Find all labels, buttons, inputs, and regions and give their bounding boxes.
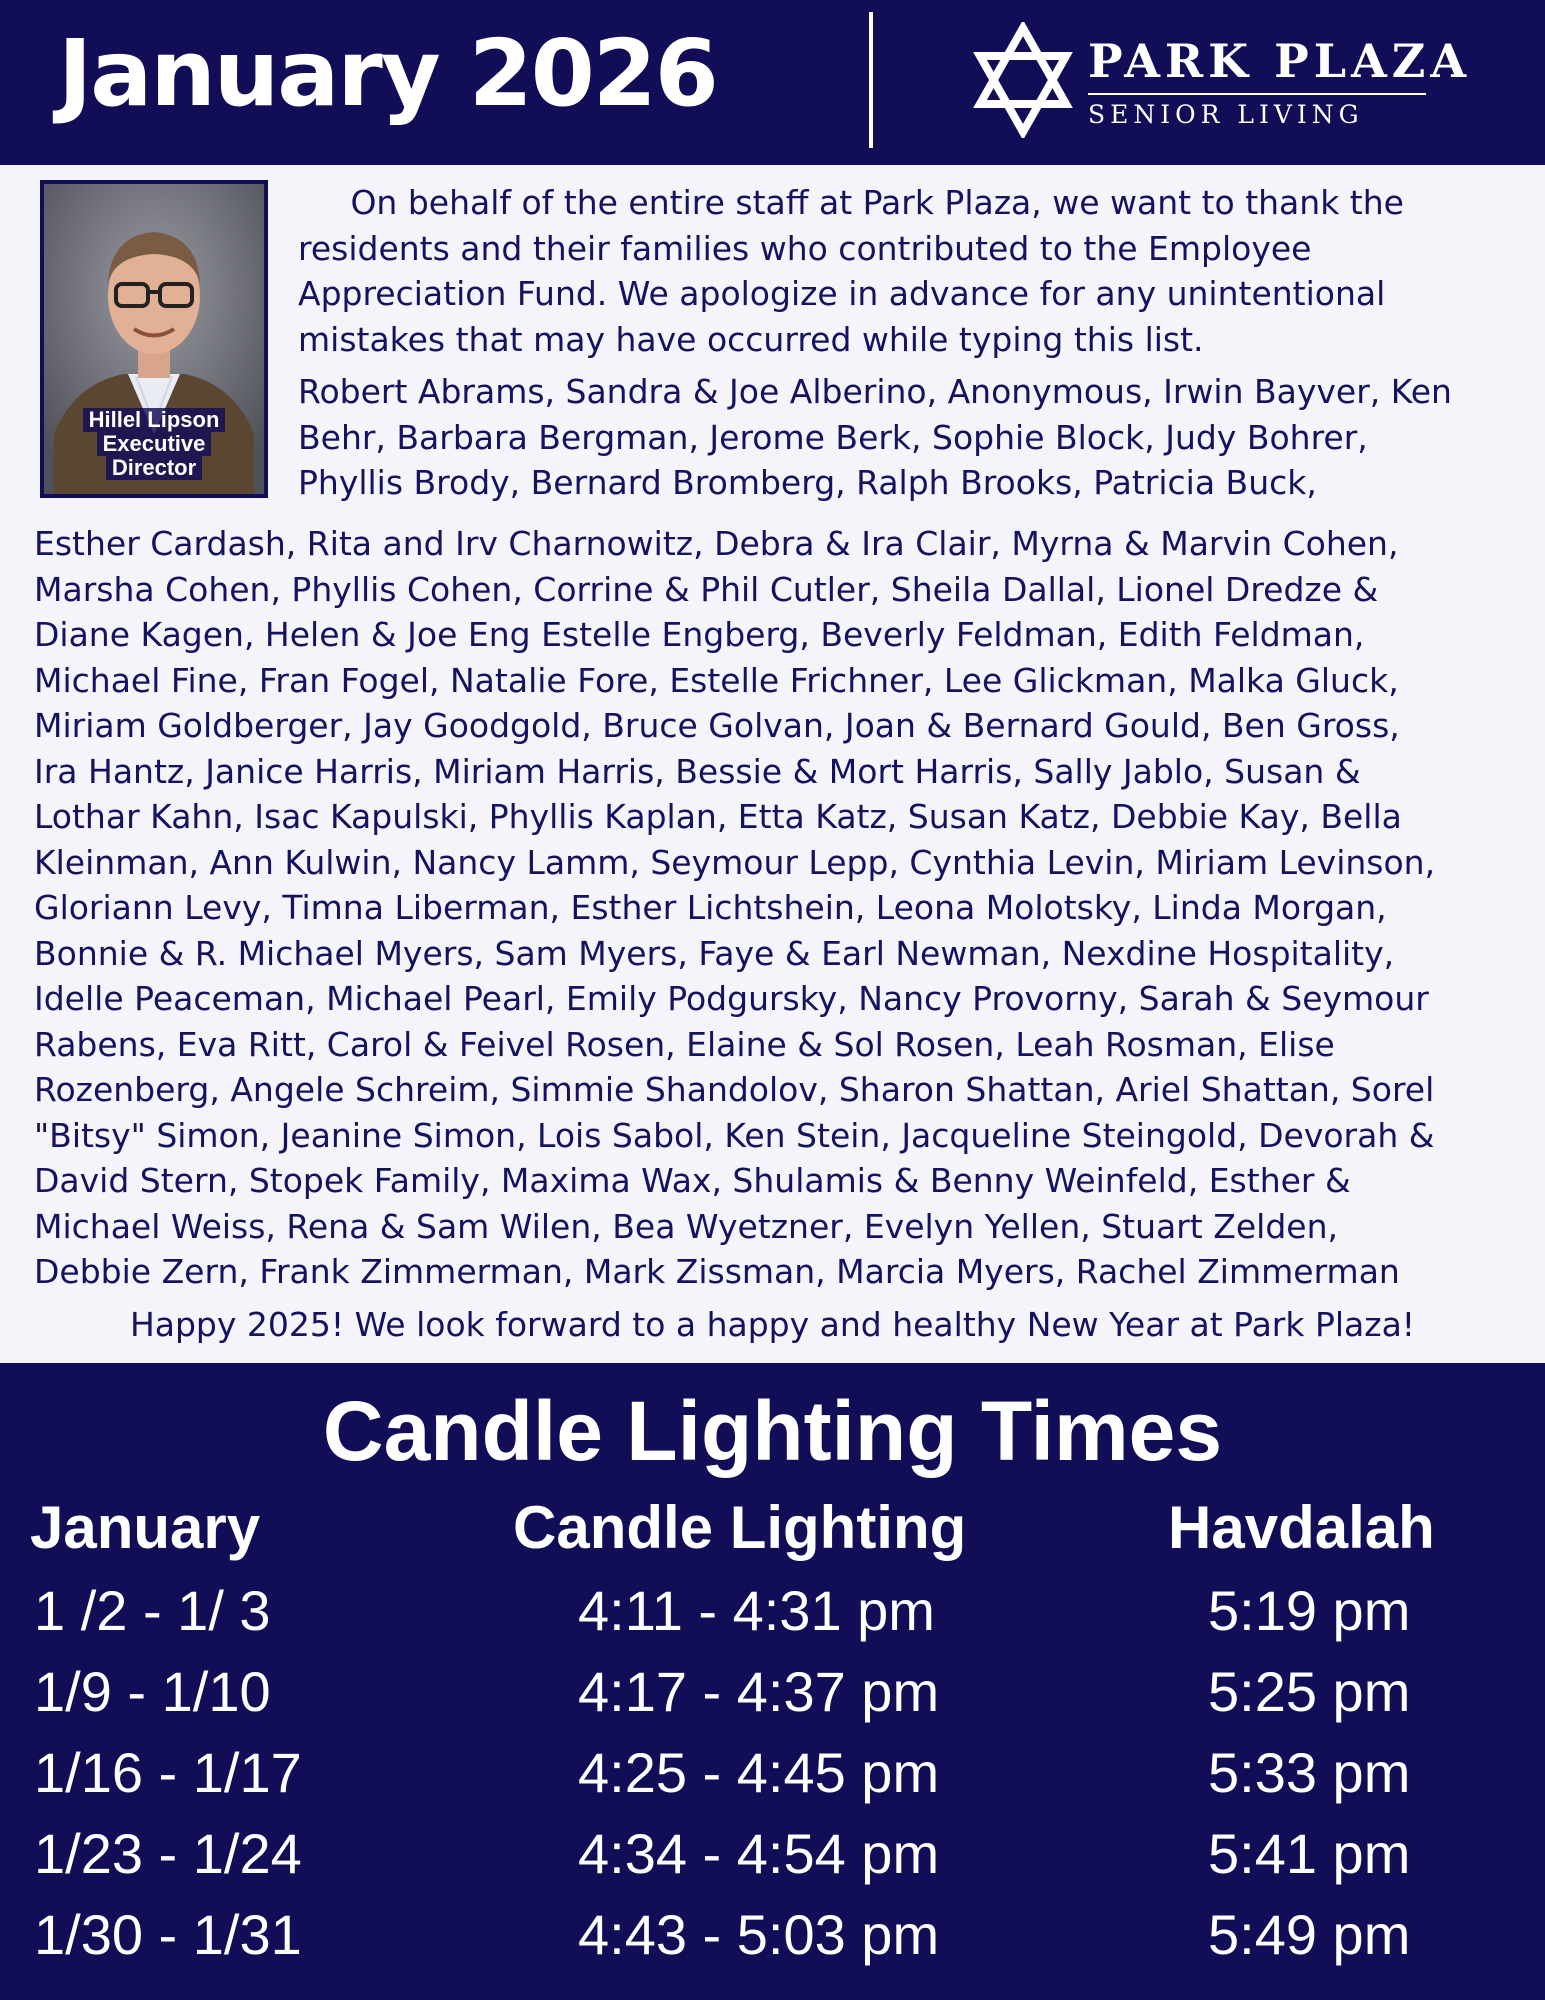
row-1-candle-time: 4:11 - 4:31 pm [578,1579,935,1642]
row-4-havdalah: 5:41 pm [1208,1822,1411,1885]
row-1-havdalah: 5:19 pm [1208,1579,1411,1642]
candle-lighting-title: Candle Lighting Times [322,1384,1223,1478]
row-5-havdalah: 5:49 pm [1208,1903,1411,1966]
row-3-dates: 1/16 - 1/17 [34,1741,302,1804]
logo-subtitle: SENIOR LIVING [1088,100,1364,129]
header-banner [0,0,1545,165]
logo-name: PARK PLAZA [1088,34,1472,88]
row-3-candle-time: 4:25 - 4:45 pm [578,1741,940,1804]
row-4-dates: 1/23 - 1/24 [34,1822,302,1885]
contributor-names-top: Robert Abrams, Sandra & Joe Alberino, Anonymous, Irwin Bayver, Ken Behr, Barbara Bergman, Jerome Berk, Sophie Block, Judy Bohrer, Phyllis Brody, Bernard Bromberg, Ralph Brooks, Patricia Buck, [298,372,1452,502]
director-title-line2: Director [106,456,202,480]
director-photo [40,180,268,498]
logo-rule [1088,93,1426,95]
candle-lighting-panel [0,1363,1545,2000]
director-name: Hillel Lipson [83,408,226,432]
row-2-havdalah: 5:25 pm [1208,1660,1411,1723]
row-2-dates: 1/9 - 1/10 [34,1660,271,1723]
row-5-dates: 1/30 - 1/31 [34,1903,302,1966]
row-2-candle-time: 4:17 - 4:37 pm [578,1660,940,1723]
row-3-havdalah: 5:33 pm [1208,1741,1411,1804]
photo-caption [44,408,264,480]
row-1-dates: 1 /2 - 1/ 3 [34,1579,271,1642]
director-title-line1: Executive [97,432,212,456]
column-header-havdalah: Havdalah [1168,1494,1435,1561]
page-title: January 2026 [58,20,717,127]
column-header-january: January [30,1494,261,1561]
closing-message: Happy 2025! We look forward to a happy and healthy New Year at Park Plaza! [129,1305,1416,1344]
row-4-candle-time: 4:34 - 4:54 pm [578,1822,940,1885]
contributor-names-bottom: Esther Cardash, Rita and Irv Charnowitz, Debra & Ira Clair, Myrna & Marvin Cohen, Marsha Cohen, Phyllis Cohen, Corrine & Phil Cutler, Sheila Dallal, Lionel Dredze & Diane Kagen, Helen & Joe Eng Estelle Engberg, Beverly Feldman, Edith Feldman, Michael Fine, Fran Fogel, Natalie Fore, Estelle Frichner, Lee Glickman, Malka Gluck, Miriam Goldberger, Jay Goodgold, Bruce Golvan, Joan & Bernard Gould, Ben Gross, Ira Hantz, Janice Harris, Miriam Harris, Bessie & Mort Harris, Sally Jablo, Susan & Lothar Kahn, Isac Kapulski, Phyllis Kaplan, Etta Katz, Susan Katz, Debbie Kay, Bella Kleinman, Ann Kulwin, Nancy Lamm, Seymour Lepp, Cynthia Levin, Miriam Levinson, Gloriann Levy, Timna Liberman, Esther Lichtshein, Leona Molotsky, Linda Morgan, Bonnie & R. Michael Myers, Sam Myers, Faye & Earl Newman, Nexdine Hospitality, Idelle Peaceman, Michael Pearl, Emily Podgursky, Nancy Provorny, Sarah & Seymour Rabens, Eva Ritt, Carol & Feivel Rosen, Elaine & Sol Rosen, Leah Rosman, Elise Rozenberg, Angele Schreim, Simmie Shandolov, Sharon Shattan, Ariel Shattan, Sorel "Bitsy" Simon, Jeanine Simon, Lois Sabol, Ken Stein, Jacqueline Steingold, Devorah & David Stern, Stopek Family, Maxima Wax, Shulamis & Benny Weinfeld, Esther & Michael Weiss, Rena & Sam Wilen, Bea Wyetzner, Evelyn Yellen, Stuart Zelden, Debbie Zern, Frank Zimmerman, Mark Zissman, Marcia Myers, Rachel Zimmerman [34,524,1436,1291]
column-header-candle-lighting: Candle Lighting [513,1494,967,1561]
row-5-candle-time: 4:43 - 5:03 pm [578,1903,940,1966]
intro-paragraph: On behalf of the entire staff at Park Plaza, we want to thank the residents and their families who contributed to the Employee Appreciation Fund. We apologize in advance for any unintentional mistakes that may have occurred while typing this list. [298,183,1404,359]
header-divider [869,12,873,148]
star-of-david-icon [972,22,1074,138]
